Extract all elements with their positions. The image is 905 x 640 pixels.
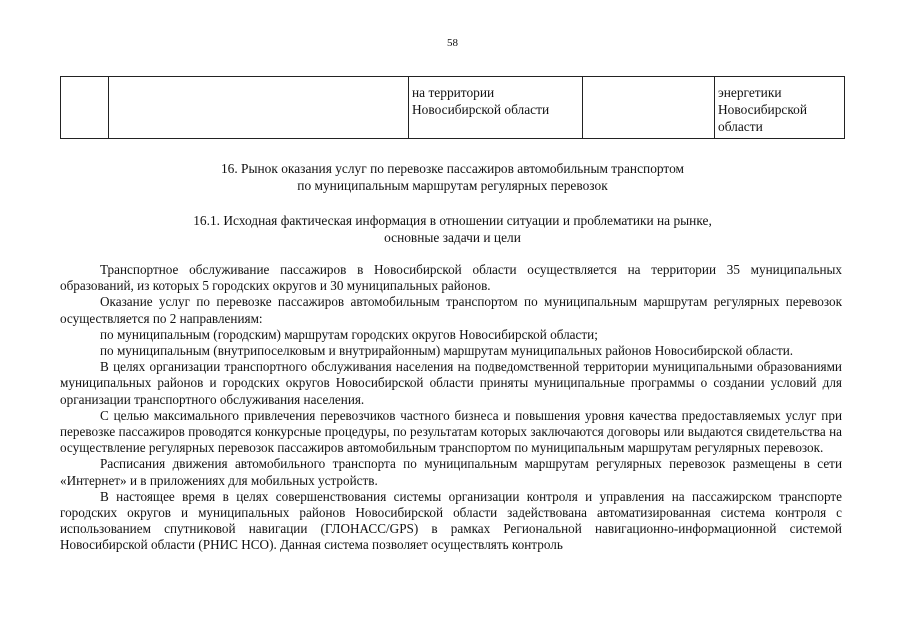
subsection-title-line: 16.1. Исходная фактическая информация в отношении ситуации и проблематики на рынке, (193, 213, 712, 228)
continued-table (60, 76, 845, 139)
paragraph: Расписания движения автомобильного транспорта по муниципальным маршрутам регулярных перевозок размещены в сети «Интернет» и в приложениях для мобильных устройств. (60, 456, 842, 488)
paragraph: Транспортное обслуживание пассажиров в Новосибирской области осуществляется на территории 35 муниципальных образований, из которых 5 городских округов и 30 муниципальных районов. (60, 262, 842, 294)
paragraph: С целью максимального привлечения перевозчиков частного бизнеса и повышения уровня качества предоставляемых услуг при перевозке пассажиров проводятся конкурсные процедуры, по результатам которых заключаются договоры или выдаются свидетельства на осуществление регулярных перевозок пассажиров автомобильным транспортом по муниципальным маршрутам регулярных перевозок. (60, 407, 842, 456)
paragraph: Оказание услуг по перевозке пассажиров автомобильным транспортом по муниципальным маршрутам регулярных перевозок осуществляется по 2 направлениям: (60, 294, 842, 326)
subsection-title-line: основные задачи и цели (384, 230, 521, 245)
section-title (0, 160, 905, 194)
paragraph: В целях организации транспортного обслуживания населения на подведомственной территории муниципальными образованиями муниципальных районов и городских округов Новосибирской области приняты муниципальные программы о создании условий для организации транспортного обслуживания населения. (60, 359, 842, 407)
table-cell (583, 77, 715, 139)
table-cell (109, 77, 409, 139)
paragraph: по муниципальным (городским) маршрутам городских округов Новосибирской области; (100, 326, 598, 342)
page-number: 58 (447, 37, 458, 49)
section-title-line: по муниципальным маршрутам регулярных перевозок (297, 178, 608, 193)
body-text (60, 262, 842, 554)
table-row (61, 77, 845, 139)
paragraph: В настоящее время в целях совершенствования системы организации контроля и управления на пассажирском транспорте городских округов и муниципальных районов Новосибирской области задействована автоматизированная система контроля с использованием спутниковой навигации (ГЛОНАСС/GPS) в рамках Региональной навигационно-информационной системой Новосибирской области (РНИС НСО). Данная система позволяет осуществлять контроль (60, 488, 842, 553)
table-cell: энергетики Новосибирской области (715, 77, 845, 139)
table-cell (61, 77, 109, 139)
subsection-title (0, 212, 905, 246)
table-cell: на территории Новосибирской области (409, 77, 583, 139)
section-title-line: 16. Рынок оказания услуг по перевозке пассажиров автомобильным транспортом (220, 161, 685, 176)
paragraph: по муниципальным (внутрипоселковым и внутрирайонным) маршрутам муниципальных районов Новосибирской области. (100, 343, 794, 359)
